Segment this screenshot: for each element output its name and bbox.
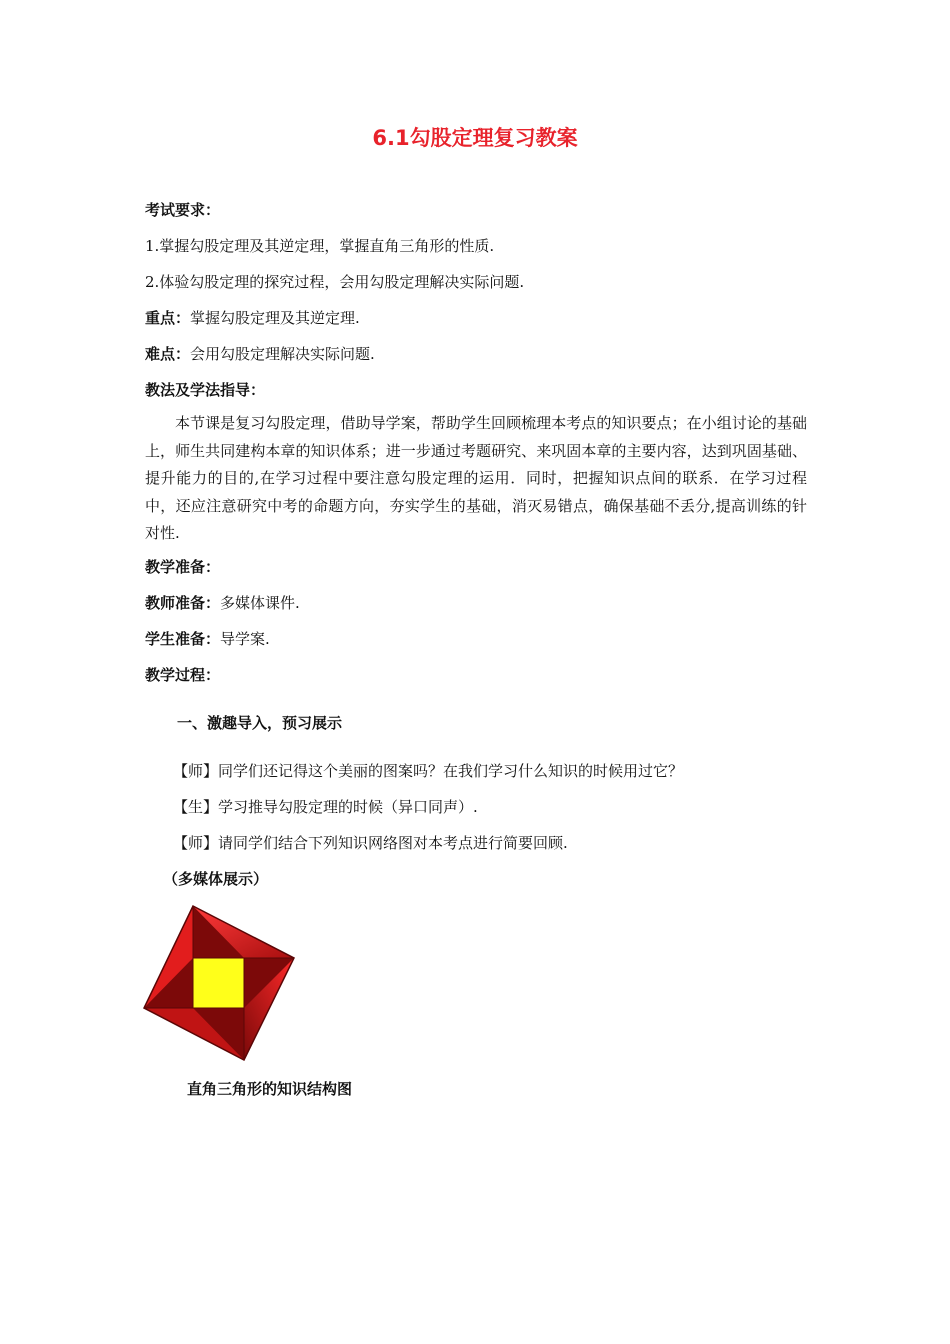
student-preparation-label: 学生准备：	[145, 630, 221, 648]
preparation-heading: 教学准备：	[145, 558, 221, 576]
section-heading: 一、激趣导入，预习展示	[177, 714, 343, 732]
method-paragraph: 本节课是复习勾股定理，借助导学案，帮助学生回顾梳理本考点的知识要点；在小组讨论的基础上，师生共同建构本章的知识体系；进一步通过考题研究、来巩固本章的主要内容，达到巩固基础、提升能力的目的,在学习过程中要注意勾股定理的运用．同时，把握知识点间的联系．在学习过程中，还应注意研究中考的命题方向，夯实学生的基础，消灭易错点，确保基础不丢分,提高训练的针对性.	[145, 414, 807, 543]
teacher-preparation-text: 多媒体课件.	[220, 594, 300, 612]
student-preparation-text: 导学案.	[220, 630, 270, 648]
dialogue-line: 【师】同学们还记得这个美丽的图案吗？在我们学习什么知识的时候用过它？	[173, 762, 684, 780]
key-point-text: 掌握勾股定理及其逆定理.	[190, 309, 360, 327]
multimedia-label: （多媒体展示）	[163, 870, 269, 888]
key-point	[145, 308, 360, 328]
difficulty-label: 难点：	[145, 345, 191, 363]
key-point-label: 重点：	[145, 309, 191, 327]
difficulty-text: 会用勾股定理解决实际问题.	[190, 345, 375, 363]
requirement-item: 2.体验勾股定理的探究过程，会用勾股定理解决实际问题.	[145, 273, 525, 291]
teacher-preparation	[145, 593, 300, 613]
figure-caption: 直角三角形的知识结构图	[187, 1080, 353, 1098]
difficulty	[145, 344, 375, 364]
page-title: 6.1勾股定理复习教案	[372, 126, 578, 150]
inner-yellow-square	[193, 958, 244, 1008]
dialogue-line: 【师】请同学们结合下列知识网络图对本考点进行简要回顾.	[173, 834, 568, 852]
method-heading: 教法及学法指导：	[145, 381, 266, 399]
requirement-item: 1.掌握勾股定理及其逆定理，掌握直角三角形的性质.	[145, 237, 495, 255]
student-preparation	[145, 629, 270, 649]
process-heading: 教学过程：	[145, 666, 221, 684]
dialogue-line: 【生】学习推导勾股定理的时候（异口同声）.	[173, 798, 478, 816]
exam-requirements-heading: 考试要求：	[145, 201, 221, 219]
teacher-preparation-label: 教师准备：	[145, 594, 221, 612]
pythagoras-square-figure	[142, 902, 298, 1062]
